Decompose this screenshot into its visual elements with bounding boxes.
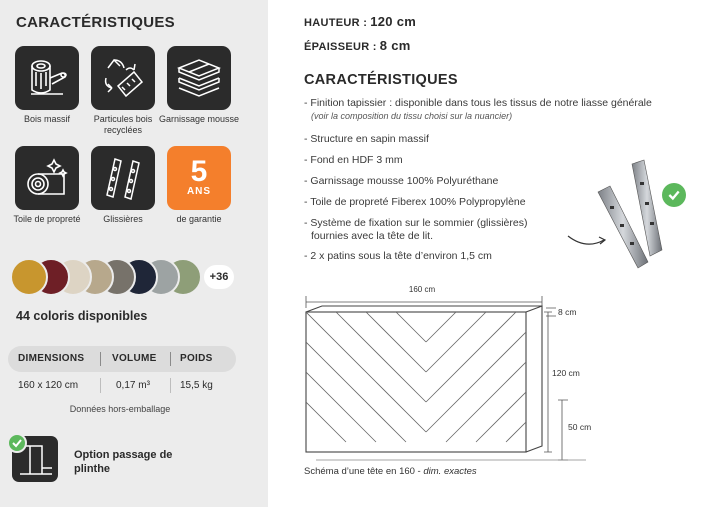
colors-count-label: 44 coloris disponibles [16,309,148,323]
feature-toile [4,146,90,225]
divider [100,352,101,366]
height-line [304,14,416,29]
feature-label: Garnissage mousse [158,114,240,124]
left-title: CARACTÉRISTIQUES [16,14,175,31]
spec-value-poids: 15,5 kg [180,380,213,391]
feature-garantie [156,146,242,225]
list-item: - Structure en sapin massif [304,133,429,145]
spec-header-dimensions: DIMENSIONS [18,353,85,364]
feature-garnissage [156,46,242,125]
list-item: - Toile de propreté Fiberex 100% Polypropylène [304,196,526,208]
more-colors-badge[interactable]: +36 [204,265,234,289]
list-item-text: - Finition tapissier : disponible dans tous les tissus de notre liasse générale [304,97,652,109]
wood-log-icon [15,46,79,110]
baseboard-option-label: Option passage de plinthe [74,449,173,475]
warranty-unit: ANS [186,186,212,197]
height-value: 120 cm [370,14,417,29]
schema-caption-italic: dim. exactes [423,466,477,477]
color-swatch[interactable] [10,258,48,296]
list-item: - Garnissage mousse 100% Polyuréthane [304,175,499,187]
feature-particules [80,46,166,136]
fabric-roll-icon [15,146,79,210]
feature-label: Glissières [103,214,143,224]
headboard-schema [296,282,608,480]
warranty-badge [167,146,231,210]
spec-header-volume: VOLUME [112,353,157,364]
schema-caption-text: Schéma d’une tête en 160 - [304,466,424,477]
list-item: - Fond en HDF 3 mm [304,154,403,166]
feature-glissieres [80,146,166,225]
rails-photo-icon [588,158,698,274]
schema-width-label: 160 cm [408,285,436,294]
divider [170,378,171,393]
right-title: CARACTÉRISTIQUES [304,72,458,88]
feature-bois-massif [4,46,90,125]
schema-caption [304,466,477,477]
feature-label: de garantie [176,214,222,224]
divider [170,352,171,366]
recycle-particles-icon [91,46,155,110]
warranty-years: 5 [190,155,208,188]
spec-value-dimensions: 160 x 120 cm [18,380,79,391]
spec-header-poids: POIDS [180,353,213,364]
list-item: - 2 x patins sous la tête d’environ 1,5 cm [304,250,492,262]
check-icon [662,183,686,207]
list-item-text: fournies avec la tête de lit. [311,230,433,242]
check-icon [7,433,27,453]
packaging-note: Données hors-emballage [69,404,171,414]
foam-layers-icon [167,46,231,110]
list-item [304,97,714,123]
rails-icon [91,146,155,210]
list-item-text: - Système de fixation sur le sommier (glissières) [304,217,528,229]
schema-leg-label: 50 cm [568,422,592,432]
thickness-label: ÉPAISSEUR : [304,41,377,53]
divider [100,378,101,393]
feature-label: Bois massif [23,114,70,124]
feature-label: Toile de propreté [13,214,81,224]
feature-label: Particules bois recyclées [93,114,153,135]
schema-depth-label: 8 cm [558,307,577,317]
list-item-subtext: (voir la composition du tissu choisi sur la nuancier) [311,111,513,121]
height-label: HAUTEUR : [304,17,368,29]
spec-value-volume: 0,17 m³ [116,380,150,391]
thickness-value: 8 cm [379,38,411,53]
thickness-line [304,38,411,53]
schema-height-label: 120 cm [552,368,580,378]
